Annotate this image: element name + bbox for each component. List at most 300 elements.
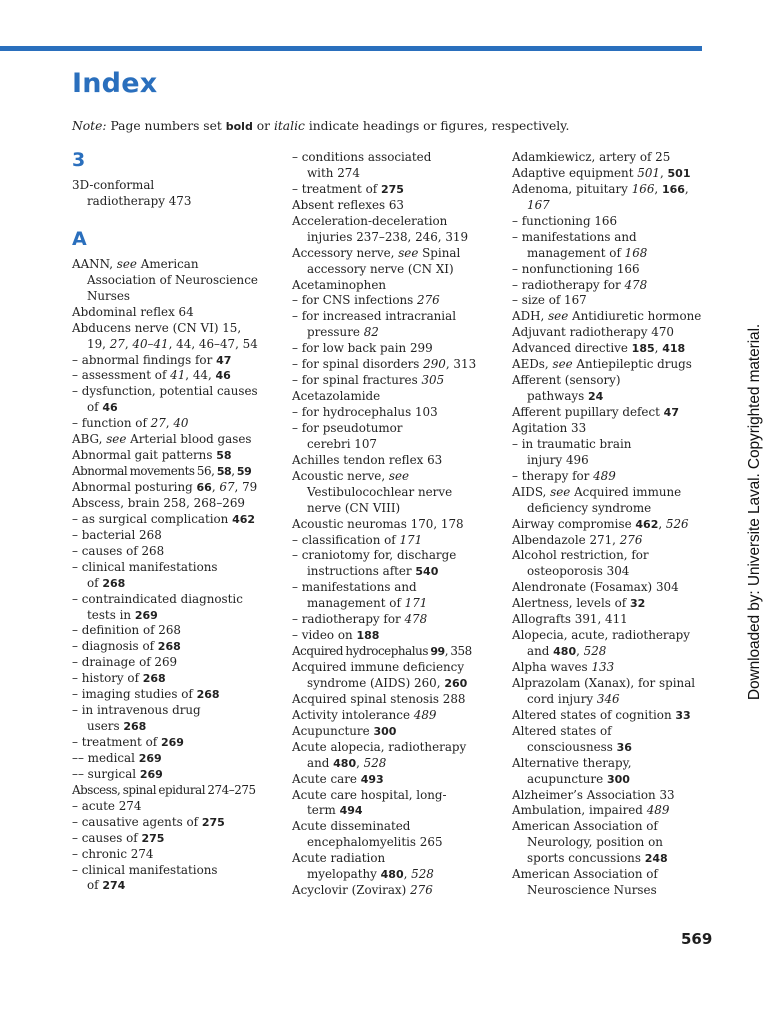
entry-text: term — [307, 803, 340, 818]
entry-text: – manifestations and — [292, 580, 417, 595]
page-ref-bold: 47 — [216, 353, 232, 367]
page-ref-italic: see — [116, 256, 137, 271]
entry-text: radiotherapy 473 — [87, 193, 192, 208]
entry-text: Acute care hospital, long- — [292, 787, 447, 802]
entry-text: Alendronate (Fosamax) 304 — [512, 580, 679, 595]
index-entry — [512, 501, 732, 517]
entry-text: Arterial blood gases — [126, 432, 252, 447]
page-ref-italic: 489 — [646, 803, 670, 818]
index-entry — [512, 325, 732, 341]
index-entry — [72, 273, 282, 289]
entry-text: accessory nerve (CN XI) — [307, 261, 454, 276]
index-entry — [72, 878, 282, 894]
index-entry — [72, 289, 282, 305]
note-text: Page numbers set — [106, 119, 226, 133]
page-ref-italic: see — [552, 357, 573, 372]
entry-text: Acute alopecia, radiotherapy — [292, 739, 467, 754]
index-entry — [292, 262, 502, 278]
index-entry — [72, 863, 282, 879]
entry-text: Advanced directive — [512, 341, 632, 356]
entry-text: management of — [307, 596, 405, 611]
index-entry — [512, 756, 732, 772]
index-entry — [72, 337, 282, 353]
page-ref-bold: 59 — [236, 465, 252, 479]
index-entry — [512, 803, 732, 819]
index-column-2 — [292, 150, 502, 899]
index-entry — [512, 373, 732, 389]
entry-text: – assessment of — [72, 368, 171, 383]
index-entry — [292, 835, 502, 851]
entry-text: AEDs, — [512, 357, 553, 372]
index-entry — [72, 480, 282, 496]
entry-text: cerebri 107 — [307, 436, 377, 451]
entry-text: Acquired immune deficiency — [292, 660, 465, 674]
index-column-1 — [72, 150, 282, 894]
index-entry — [72, 751, 282, 767]
index-entry — [292, 150, 502, 166]
index-entry — [512, 692, 732, 708]
entry-text: 19, — [87, 336, 110, 351]
entry-text: Abnormal posturing — [72, 480, 197, 494]
index-entry — [512, 724, 732, 740]
entry-text: – abnormal findings for — [72, 352, 217, 367]
entry-text: osteoporosis 304 — [527, 564, 630, 579]
page-ref-bold: 66 — [196, 481, 212, 494]
index-note — [72, 119, 569, 133]
page-ref-italic: 167 — [527, 197, 550, 212]
entry-text: management of — [527, 245, 625, 260]
index-entry — [72, 464, 282, 480]
entry-text: , — [356, 755, 364, 770]
page-ref-bold: 33 — [675, 708, 691, 722]
entry-text: Alternative therapy, — [512, 755, 632, 770]
index-entry — [292, 756, 502, 772]
index-entry — [292, 533, 502, 549]
index-entry — [292, 517, 502, 533]
page-ref-italic: 27 — [109, 336, 125, 351]
page-ref-bold: 268 — [196, 688, 220, 702]
entry-text: Association of Neuroscience — [87, 272, 258, 287]
page-ref-bold: 275 — [141, 831, 165, 845]
page-ref-bold: 274 — [102, 879, 126, 893]
index-entry — [72, 257, 282, 273]
index-entry — [292, 421, 502, 437]
entry-text: injuries 237–238, 246, 319 — [307, 229, 469, 244]
entry-text: Allografts 391, 411 — [512, 612, 628, 627]
page-ref-bold: 58 — [216, 465, 232, 479]
letter-heading: 3 — [72, 149, 86, 171]
index-entry — [292, 469, 502, 485]
entry-text: Acquired hydrocephalus — [292, 644, 431, 659]
page-ref-italic: 133 — [591, 660, 615, 674]
entry-text: Acceleration-deceleration — [292, 213, 448, 228]
index-entry — [292, 660, 502, 676]
entry-text: – craniotomy for, discharge — [292, 548, 457, 563]
index-entry — [512, 230, 732, 246]
entry-text: Albendazole 271, — [512, 532, 620, 547]
entry-text: American Association of — [512, 819, 658, 834]
page-ref-italic: 82 — [363, 325, 379, 340]
index-entry — [292, 214, 502, 230]
entry-text: –– medical — [72, 750, 139, 765]
index-entry — [292, 453, 502, 469]
entry-text: pathways — [527, 389, 589, 404]
page-ref-italic: 489 — [593, 468, 616, 483]
page-ref-italic: 276 — [410, 883, 433, 898]
note-text: or — [252, 119, 274, 133]
page-ref-bold: 493 — [360, 772, 384, 786]
entry-text: – clinical manifestations — [72, 862, 218, 877]
page-ref-bold: 268 — [142, 672, 166, 686]
page-ref-italic: see — [388, 468, 410, 483]
index-entry — [292, 501, 502, 517]
page-ref-bold: 268 — [157, 640, 181, 654]
index-entry — [512, 389, 732, 405]
page-ref-italic: see — [548, 309, 569, 324]
index-entry — [72, 321, 282, 337]
index-entry — [512, 819, 732, 835]
entry-text: encephalomyelitis 265 — [307, 835, 443, 850]
index-entry — [72, 735, 282, 751]
index-entry — [512, 644, 732, 660]
page-ref-italic: 526 — [665, 516, 689, 531]
index-entry — [292, 628, 502, 644]
entry-text: , — [659, 165, 668, 180]
entry-text: syndrome (AIDS) 260, — [307, 675, 445, 690]
entry-text: Acoustic neuromas 170, 178 — [292, 516, 464, 531]
entry-text: – radiotherapy for — [292, 612, 405, 627]
entry-text: Acoustic nerve, — [292, 468, 389, 483]
page-ref-italic: 166 — [631, 181, 655, 196]
page-ref-bold: 540 — [415, 565, 439, 579]
page-ref-italic: 171 — [399, 532, 423, 547]
index-entry — [292, 612, 502, 628]
page-ref-bold: 32 — [629, 597, 646, 611]
page-ref-italic: 171 — [404, 596, 428, 611]
page-ref-bold: 99 — [430, 645, 445, 659]
index-entry — [72, 639, 282, 655]
entry-text: Adjuvant radiotherapy 470 — [512, 325, 674, 340]
entry-text: ADH, — [512, 309, 549, 324]
entry-text: – imaging studies of — [72, 687, 197, 702]
entry-text: pressure — [307, 325, 364, 340]
page-ref-bold: 300 — [606, 772, 630, 786]
index-entry — [512, 214, 732, 230]
index-entry — [512, 453, 732, 469]
index-entry — [292, 293, 502, 309]
index-entry — [512, 485, 732, 501]
page-ref-bold: 480 — [333, 756, 357, 770]
entry-text: Acute radiation — [292, 851, 386, 866]
page-ref-bold: 47 — [663, 406, 679, 419]
index-entry — [72, 432, 282, 448]
index-entry — [72, 544, 282, 560]
entry-text: instructions after — [307, 564, 416, 579]
index-entry — [292, 676, 502, 692]
entry-text: Altered states of — [512, 723, 612, 738]
entry-text: – function of — [72, 416, 151, 431]
entry-text: Acute disseminated — [292, 819, 411, 834]
index-entry — [512, 548, 732, 564]
entry-text: – in traumatic brain — [512, 436, 632, 451]
page-ref-italic: 478 — [624, 277, 648, 292]
entry-text: injury 496 — [527, 452, 589, 467]
index-entry — [512, 883, 732, 899]
entry-text: ABG, — [72, 432, 107, 447]
entry-text: Acetazolamide — [292, 389, 381, 404]
entry-text: – for spinal disorders — [292, 357, 424, 372]
index-entry — [72, 719, 282, 735]
index-entry — [72, 384, 282, 400]
entry-text: , — [654, 341, 663, 356]
index-entry — [72, 815, 282, 831]
index-entry — [292, 772, 502, 788]
entry-text: – functioning 166 — [512, 213, 618, 228]
index-entry — [72, 783, 282, 799]
page-ref-bold: 268 — [102, 576, 126, 590]
index-entry — [72, 416, 282, 432]
index-entry — [72, 703, 282, 719]
page-ref-italic: 168 — [624, 245, 648, 260]
index-entry — [512, 788, 732, 804]
index-entry — [292, 548, 502, 564]
index-entry — [72, 831, 282, 847]
index-entry — [512, 198, 732, 214]
index-entry — [292, 580, 502, 596]
entry-text: Ambulation, impaired — [512, 803, 647, 818]
page-ref-bold: 24 — [588, 390, 604, 404]
entry-text: – for increased intracranial — [292, 309, 457, 324]
entry-text: AANN, — [72, 256, 117, 271]
entry-text: , — [654, 181, 662, 196]
entry-text: of — [87, 878, 103, 893]
page-ref-bold: 300 — [373, 724, 397, 738]
entry-text: Alcohol restriction, for — [512, 548, 649, 563]
page-ref-bold: 480 — [380, 868, 404, 882]
entry-text: sports concussions — [527, 851, 645, 866]
entry-text: – radiotherapy for — [512, 277, 625, 292]
entry-text: – classification of — [292, 532, 400, 547]
index-entry — [292, 803, 502, 819]
page-ref-bold: 275 — [201, 815, 225, 829]
index-entry — [72, 194, 282, 210]
entry-text: acupuncture — [527, 771, 607, 786]
page-ref-italic: 305 — [421, 373, 445, 388]
entry-text: and — [307, 755, 334, 770]
entry-text: Adenoma, pituitary — [512, 181, 632, 196]
entry-text: , — [231, 464, 237, 479]
index-entry — [72, 305, 282, 321]
index-entry — [292, 564, 502, 580]
entry-text: , — [684, 181, 689, 196]
heading-spacer — [72, 170, 282, 178]
entry-text: Achilles tendon reflex 63 — [292, 452, 443, 467]
entry-text: , — [211, 480, 220, 494]
index-entry — [292, 278, 502, 294]
entry-text: , 313 — [445, 357, 477, 372]
entry-text: Alopecia, acute, radiotherapy — [512, 628, 691, 643]
index-entry — [512, 628, 732, 644]
entry-text: – for CNS infections — [292, 293, 418, 308]
index-entry — [72, 400, 282, 416]
entry-text: cord injury — [527, 691, 597, 706]
entry-text: tests in — [87, 607, 135, 622]
page-ref-italic: 27 — [150, 416, 166, 431]
entry-text: – for hydrocephalus 103 — [292, 405, 438, 419]
page-title: Index — [72, 68, 158, 99]
entry-text: Acquired spinal stenosis 288 — [292, 691, 466, 706]
page-ref-bold: 58 — [216, 449, 232, 463]
entry-text: with 274 — [307, 165, 360, 180]
page-ref-bold: 166 — [661, 182, 685, 196]
index-entry — [72, 496, 282, 512]
entry-text: Alprazolam (Xanax), for spinal — [512, 675, 696, 690]
entry-text: Acupuncture — [292, 723, 374, 738]
page-ref-italic: 67 — [219, 480, 235, 494]
index-entry — [72, 767, 282, 783]
index-entry — [512, 708, 732, 724]
entry-text: Airway compromise — [512, 516, 636, 531]
page-ref-bold: 248 — [644, 852, 668, 866]
index-entry — [512, 278, 732, 294]
entry-text: – video on — [292, 628, 357, 643]
entry-text: of — [87, 400, 103, 415]
index-entry — [512, 676, 732, 692]
index-entry — [512, 421, 732, 437]
entry-text: – acute 274 — [72, 798, 142, 813]
entry-text: – manifestations and — [512, 229, 637, 244]
entry-text: – bacterial 268 — [72, 527, 162, 542]
index-entry — [512, 437, 732, 453]
entry-text: deficiency syndrome — [527, 500, 652, 515]
index-entry — [512, 293, 732, 309]
page-ref-italic: 290 — [423, 357, 446, 372]
entry-text: – for spinal fractures — [292, 373, 422, 388]
entry-text: – nonfunctioning 166 — [512, 261, 640, 276]
entry-text: Acute care — [292, 771, 361, 786]
index-entry — [512, 246, 732, 262]
index-entry — [292, 819, 502, 835]
index-entry — [292, 230, 502, 246]
entry-text: Altered states of cognition — [512, 707, 676, 722]
page-ref-bold: 269 — [139, 767, 163, 781]
index-entry — [72, 512, 282, 528]
index-entry — [72, 847, 282, 863]
entry-text: 3D-conformal — [72, 178, 155, 192]
index-entry — [512, 262, 732, 278]
index-entry — [292, 788, 502, 804]
index-entry — [72, 353, 282, 369]
entry-text: Alzheimer’s Association 33 — [512, 787, 675, 802]
page-ref-italic: 478 — [404, 612, 428, 627]
entry-text: , — [658, 516, 666, 531]
entry-text: , 358 — [444, 644, 472, 659]
header-rule — [0, 46, 702, 51]
page-ref-bold: 36 — [616, 740, 632, 754]
entry-text: – in intravenous drug — [72, 703, 201, 718]
entry-text: – size of 167 — [512, 293, 587, 308]
entry-text: , — [403, 867, 412, 882]
entry-text: Abnormal gait patterns — [72, 448, 217, 463]
entry-text: – therapy for — [512, 468, 594, 483]
page-ref-bold: 185 — [631, 342, 655, 356]
entry-text: of — [87, 575, 103, 590]
entry-text: American Association of — [512, 867, 658, 882]
entry-text: , — [576, 644, 584, 659]
note-text: indicate headings or figures, respectively. — [304, 119, 570, 133]
entry-text: – for pseudotumor — [292, 420, 403, 435]
entry-text: Abducens nerve (CN VI) 15, — [72, 320, 242, 335]
index-entry — [292, 198, 502, 214]
index-entry — [512, 166, 732, 182]
index-entry — [512, 341, 732, 357]
note-bold: bold — [225, 120, 253, 133]
entry-text: – drainage of 269 — [72, 655, 178, 670]
index-entry — [292, 596, 502, 612]
entry-text: Absent reflexes 63 — [292, 197, 404, 212]
page-ref-bold: 260 — [444, 676, 468, 690]
index-entry — [512, 596, 732, 612]
entry-text: Nurses — [87, 288, 130, 303]
index-entry — [292, 389, 502, 405]
page-number: 569 — [681, 930, 713, 948]
entry-text: Adaptive equipment — [512, 165, 638, 180]
entry-text: – history of — [72, 671, 143, 686]
note-label: Note: — [72, 119, 107, 133]
entry-text: Acetaminophen — [292, 277, 387, 292]
entry-text: Agitation 33 — [512, 420, 587, 435]
entry-text: Abscess, brain 258, 268–269 — [72, 495, 245, 510]
page-ref-bold: 46 — [215, 369, 231, 383]
index-entry — [292, 883, 502, 899]
entry-text: users — [87, 719, 124, 734]
entry-text: – causative agents of — [72, 814, 202, 829]
page-ref-bold: 462 — [232, 512, 256, 526]
entry-text: – diagnosis of — [72, 639, 158, 654]
page-ref-italic: 346 — [596, 691, 620, 706]
index-entry — [72, 560, 282, 576]
entry-text: – causes of 268 — [72, 543, 165, 558]
page-ref-bold: 269 — [134, 608, 158, 622]
page-ref-italic: see — [550, 484, 571, 499]
index-entry — [72, 687, 282, 703]
index-entry — [512, 660, 732, 676]
entry-text: Afferent (sensory) — [512, 373, 621, 388]
entry-text: – clinical manifestations — [72, 559, 218, 574]
entry-text: – conditions associated — [292, 150, 432, 164]
page-ref-bold: 501 — [667, 166, 691, 180]
index-entry — [512, 851, 732, 867]
index-entry — [512, 867, 732, 883]
index-entry — [292, 166, 502, 182]
entry-text: AIDS, — [512, 484, 551, 499]
entry-text: – causes of — [72, 830, 142, 845]
index-entry — [72, 368, 282, 384]
note-italic: italic — [273, 119, 305, 133]
entry-text: and — [527, 644, 554, 659]
entry-text: , 44, 46–47, 54 — [168, 336, 258, 351]
index-entry — [292, 724, 502, 740]
entry-text: myelopathy — [307, 867, 381, 882]
index-entry — [72, 623, 282, 639]
index-entry — [512, 580, 732, 596]
entry-text: – dysfunction, potential causes — [72, 384, 258, 399]
page-ref-bold: 269 — [160, 736, 184, 749]
index-entry — [72, 592, 282, 608]
entry-text: Neuroscience Nurses — [527, 883, 657, 898]
index-entry — [512, 564, 732, 580]
heading-spacer — [72, 249, 282, 257]
